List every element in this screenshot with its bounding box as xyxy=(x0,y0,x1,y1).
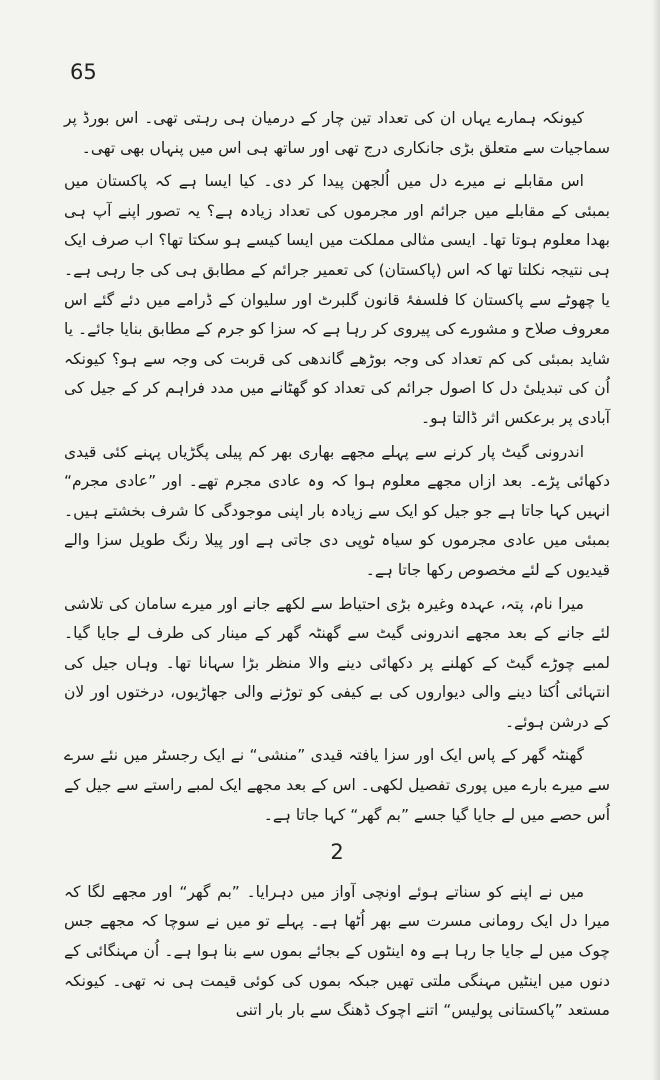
section-number: 2 xyxy=(330,840,344,865)
page-number: 65 xyxy=(70,60,97,84)
paragraph-2: اس مقابلے نے میرے دل میں اُلجھن پیدا کر دی۔ کیا ایسا ہے کہ پاکستان میں بمبئی کے مقابلے میں جرائم اور مجرموں کی تعداد زیادہ ہے؟ یہ تصور اپنے آپ ہی بھدا معلوم ہوتا تھا۔ ایسی مثالی مملکت میں ایسا کیسے ہو سکتا تھا؟ اب صرف ایک ہی نتیجہ نکلتا تھا کہ اس (پاکستان) کی تعمیر جرائم کے مطابق ہی کی جا رہی ہے۔ یا چھوٹے سے پاکستان کا فلسفۂ قانون گلبرٹ اور سلیوان کے ڈرامے میں دئے گئے اس معروف صلاح و مشورے کی پیروی کر رہا ہے کہ سزا کو جرم کے مطابق بنایا جائے۔ یا شاید بمبئی کی کم تعداد کی وجہ بوڑھے گاندھی کی قربت کی وجہ سے ہو؟ کیونکہ اُن کی تبدیلیٔ دل کا اصول جرائم کی تعداد کو گھٹانے میں مدد فراہم کر کے جیل کی آبادی پر برعکس اثر ڈالتا ہو۔ xyxy=(64,172,610,427)
paragraph-4: میرا نام، پتہ، عہدہ وغیرہ بڑی احتیاط سے لکھے جانے اور میرے سامان کی تلاشی لئے جانے کے بعد مجھے اندرونی گیٹ سے گھنٹہ گھر کے مینار کی طرف لے جایا گیا۔ لمبے چوڑے گیٹ کے کھلنے پر دکھائی دینے والا منظر بڑا سہانا تھا۔ وہاں جیل کی انتہائی اُکتا دینے والی دیواروں کی بے کیفی کو توڑنے والی جھاڑیوں، درختوں اور لان کے درشن ہوئے۔ xyxy=(64,594,610,731)
paragraph-6: میں نے اپنے کو سناتے ہوئے اونچی آواز میں دہرایا۔ ”بم گھر“ اور مجھے لگا کہ میرا دل ایک رومانی مسرت سے بھر اُٹھا ہے۔ پہلے تو میں نے سوچا کہ مجھے جس چوک میں لے جایا جا رہا ہے وہ اینٹوں کے بجائے بموں سے بنا ہوا ہے۔ اُن مہنگائی کے دنوں میں اینٹیں مہنگی ملتی تھیں جبکہ بموں کی کوئی قیمت ہی نہ تھی۔ کیونکہ مستعد ”پاکستانی پولیس“ اتنے اچوک ڈھنگ سے بار بار اتنی xyxy=(64,882,610,1020)
paragraph-3: اندرونی گیٹ پار کرنے سے پہلے مجھے بھاری بھر کم پیلی پگڑیاں پہنے کئی قیدی دکھائی پڑے۔ بعد ازاں مجھے معلوم ہوا کہ وہ عادی مجرم تھے۔ اور ”عادی مجرم“ انہیں کہا جاتا ہے جو جیل کو ایک سے زیادہ بار اپنی موجودگی کا شرف بخشتے ہیں۔ بمبئی میں عادی مجرموں کو سیاہ ٹوپی دی جاتی ہے اور پیلا رنگ طویل سزا والے قیدیوں کے لئے مخصوص رکھا جاتا ہے۔ xyxy=(64,442,610,579)
paragraph-1: کیونکہ ہمارے یہاں ان کی تعداد تین چار کے درمیان ہی رہتی تھی۔ اس بورڈ پر سماجیات سے متعلق بڑی جانکاری درج تھی اور ساتھ ہی اس میں پنہاں بھی تھی۔ xyxy=(64,109,610,157)
paragraph-5: گھنٹہ گھر کے پاس ایک اور سزا یافتہ قیدی ”منشی“ نے ایک رجسٹر میں نئے سرے سے میرے بارے میں پوری تفصیل لکھی۔ اس کے بعد مجھے ایک لمبے راستے سے جیل کے اُس حصے میں لے جایا گیا جسے ”بم گھر“ کہا جاتا ہے۔ xyxy=(64,746,610,824)
page-edge-shadow xyxy=(652,0,660,1080)
page-body xyxy=(64,104,610,1030)
